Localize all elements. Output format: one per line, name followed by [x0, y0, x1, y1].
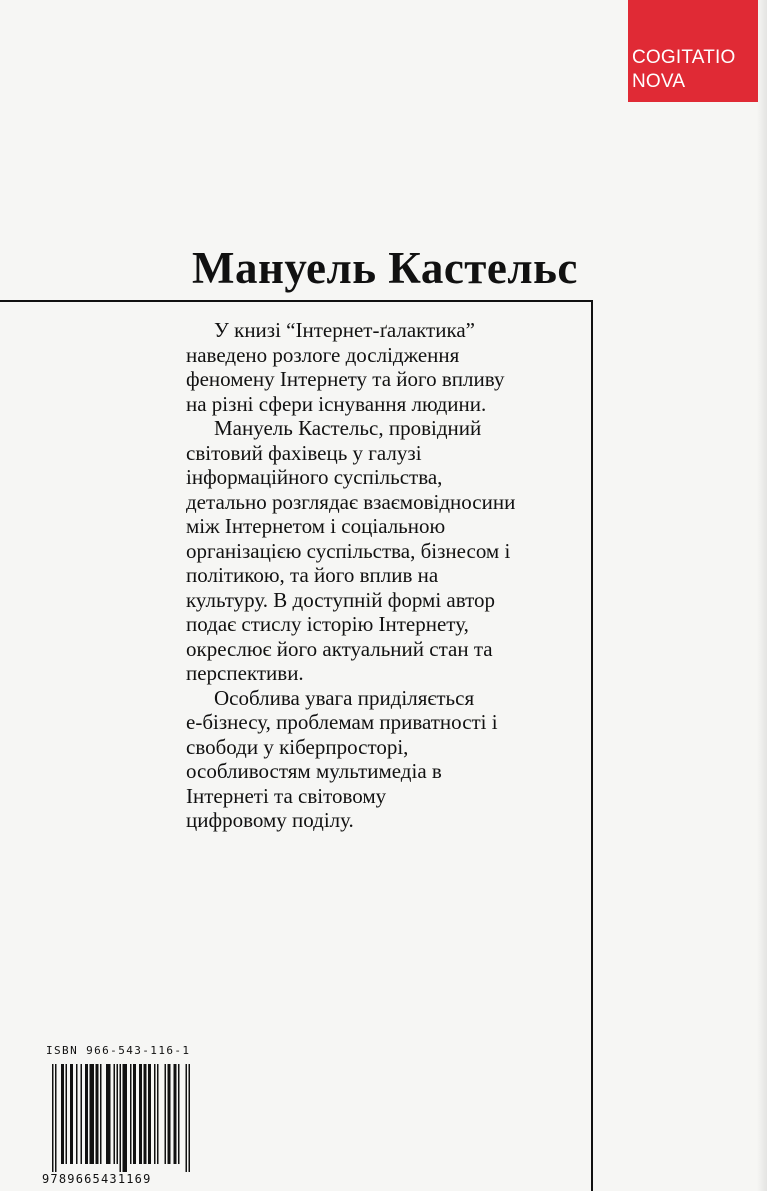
barcode-bar — [120, 1064, 122, 1172]
series-name-line1: COGITATIO — [632, 47, 736, 68]
blurb-line: між Інтернетом і соціальною — [186, 514, 446, 538]
blurb-line: інформаційного суспільства, — [186, 465, 443, 489]
barcode-bar — [81, 1064, 83, 1164]
blurb-line: Мануель Кастельс, провідний — [214, 416, 482, 440]
barcode-bar — [96, 1064, 98, 1164]
barcode-bar — [70, 1064, 72, 1164]
blurb-line: свободи у кіберпросторі, — [186, 734, 409, 759]
barcode-bar — [114, 1064, 116, 1164]
blurb-line: організацією суспільства, бізнесом і — [186, 538, 511, 563]
barcode-bar — [169, 1064, 171, 1164]
barcode-bar — [165, 1064, 167, 1164]
barcode-bar — [124, 1064, 126, 1172]
author-name: Мануель Кастельс — [192, 243, 578, 293]
blurb-line: Інтернеті та світовому — [186, 783, 387, 808]
book-blurb — [186, 318, 606, 833]
blurb-paragraph — [186, 686, 606, 833]
barcode-bar — [76, 1064, 78, 1164]
blurb-line: особливостям мультимедіа в — [186, 759, 442, 783]
blurb-line: е-бізнесу, проблемам приватності і — [186, 710, 498, 734]
barcode-bar — [97, 1064, 99, 1164]
isbn-label: ISBN 966-543-116-1 — [46, 1044, 191, 1057]
barcode-bar — [186, 1064, 188, 1172]
blurb-line: детально розглядає взаємовідносини — [186, 489, 516, 514]
barcode-bar — [109, 1064, 111, 1164]
barcode-bar — [126, 1064, 128, 1172]
barcode-bar — [154, 1064, 156, 1164]
isbn-barcode-block — [42, 1044, 197, 1186]
barcode-bar — [175, 1064, 177, 1164]
barcode-bar — [148, 1064, 150, 1164]
barcode-bar — [61, 1064, 63, 1164]
barcode-bar — [144, 1064, 146, 1164]
barcode-bar — [63, 1064, 65, 1164]
blurb-line: культуру. В доступній формі автор — [186, 587, 496, 612]
barcode-bar — [72, 1064, 74, 1164]
barcode-bar — [178, 1064, 180, 1164]
blurb-line: на різні сфери існування людини. — [186, 391, 487, 416]
barcode-bar — [108, 1064, 110, 1164]
barcode-bar — [130, 1064, 132, 1164]
series-badge — [628, 0, 758, 102]
barcode-bar — [141, 1064, 143, 1164]
blurb-paragraph — [186, 416, 606, 686]
barcode-bar — [91, 1064, 93, 1164]
barcode-bar — [174, 1064, 176, 1164]
barcode-bar — [106, 1064, 108, 1164]
barcode-bar — [150, 1064, 152, 1164]
cover-edge — [757, 0, 767, 1191]
barcode-bar — [157, 1064, 159, 1164]
barcode-bar — [139, 1064, 141, 1164]
blurb-paragraph — [186, 318, 606, 416]
series-name-line2: NOVA — [632, 71, 686, 92]
blurb-line: цифровому поділу. — [186, 808, 354, 832]
barcode-bar — [133, 1064, 135, 1164]
blurb-line: подає стислу історію Інтернету, — [186, 612, 469, 636]
barcode-bar — [90, 1064, 92, 1164]
barcode-bar — [87, 1064, 89, 1164]
barcode-bar — [100, 1064, 102, 1164]
barcode-bar — [135, 1064, 137, 1164]
barcode-bar — [52, 1064, 54, 1172]
blurb-line: світовий фахівець у галузі — [186, 440, 422, 465]
barcode-icon — [52, 1064, 195, 1172]
blurb-line: політикою, та його вплив на — [186, 563, 439, 587]
barcode-bar — [55, 1064, 57, 1172]
blurb-line: Особлива увага приділяється — [214, 685, 475, 710]
barcode-bar — [93, 1064, 95, 1164]
barcode-bar — [85, 1064, 87, 1164]
barcode-bar — [189, 1064, 191, 1172]
barcode-bar — [145, 1064, 147, 1164]
blurb-line: У книзі “Інтернет-ґалактика” — [214, 318, 476, 342]
barcode-bar — [66, 1064, 68, 1164]
ean-digits: 9789665431169 — [42, 1172, 152, 1186]
blurb-line: перспективи. — [186, 661, 304, 685]
barcode-bar — [168, 1064, 170, 1164]
blurb-line: окреслює його актуальний стан та — [186, 636, 493, 661]
blurb-line: феномену Інтернету та його впливу — [186, 367, 505, 391]
blurb-line: наведено розлоге дослідження — [186, 342, 460, 367]
barcode-bar — [123, 1064, 125, 1172]
barcode-bar — [117, 1064, 119, 1164]
